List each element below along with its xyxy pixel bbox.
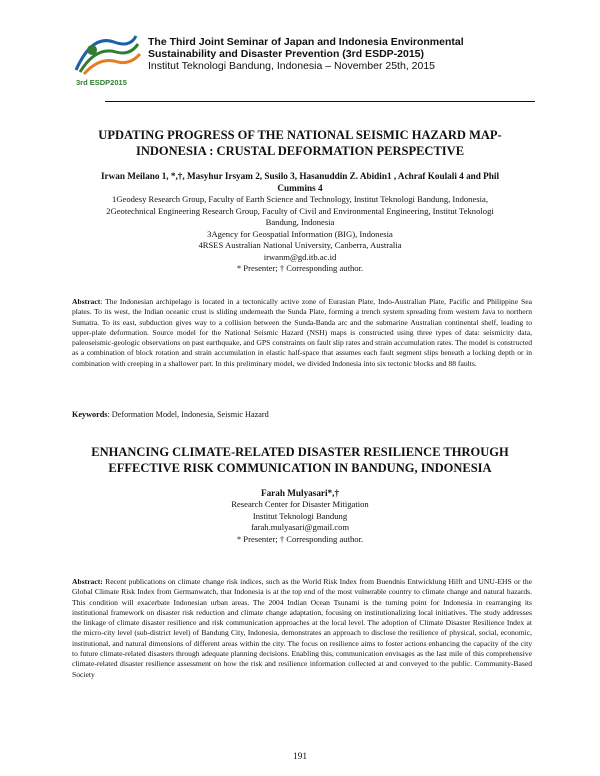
paper2-title-line1: ENHANCING CLIMATE-RELATED DISASTER RESILIENCE THROUGH — [91, 445, 509, 459]
paper2-title — [60, 444, 540, 476]
paper2-affiliation-1: Research Center for Disaster Mitigation — [231, 499, 369, 509]
paper1-affiliation-2-cont: Bandung, Indonesia — [265, 217, 335, 227]
esdp-logo — [70, 32, 145, 94]
conference-title-line2: Sustainability and Disaster Prevention (3rd ESDP-2015) — [148, 48, 425, 60]
paper1-email: irwanm@gd.itb.ac.id — [263, 251, 337, 262]
paper1-affiliation-2: 2Geotechnical Engineering Research Group, Faculty of Civil and Environmental Engineering, Institut Teknologi — [106, 205, 494, 216]
page-number: 191 — [292, 752, 308, 762]
paper1-abstract-text: : The Indonesian archipelago is located in a tectonically active zone of Eurasian Plate, Indo-Australian Plate, Pacific and Philippine Sea plates. To its west, the Indian oceanic crust is sliding underneath the Sunda Plate, forming a trench system spreading from western Java to northern Sumatra. To its east, subduction gives way to a collision between the Sunda-Banda arc and the submarine Australian continental shelf, leading to upper-plate deformation. Source model for the National Seismic Hazard (NSH) maps is constructed using three types of data: seismicity data, paleoseismic-geologic observations on past earthquake, and GPS constraints on fault slip rates and strain accumulation rates. The model is constructed as a combination of block rotation and strain accumulation in elastic half-space that assumes each fault segment slips beneath a locking depth or in combination with creeping in a shallower part. In this preliminary model, we divided Indonesia into six tectonic blocks and 88 faults. — [72, 297, 532, 368]
header-divider — [105, 101, 535, 102]
paper1-byline — [60, 170, 540, 275]
conference-venue-date: Institut Teknologi Bandung, Indonesia – November 25th, 2015 — [148, 60, 436, 72]
paper1-keywords-text: : Deformation Model, Indonesia, Seismic Hazard — [107, 410, 269, 419]
paper1-affiliation-3: 3Agency for Geospatial Information (BIG), Indonesia — [207, 228, 393, 239]
paper1-title-line2: INDONESIA : CRUSTAL DEFORMATION PERSPECTIVE — [135, 144, 465, 158]
conference-title-line1: The Third Joint Seminar of Japan and Indonesia Environmental — [148, 36, 464, 48]
paper2-author: Farah Mulyasari*,† — [260, 488, 340, 498]
paper2-abstract — [72, 577, 532, 680]
paper2-abstract-label: Abstract: — [72, 577, 103, 586]
paper1-title — [60, 127, 540, 159]
paper1-keywords — [72, 410, 532, 419]
paper2-byline — [60, 487, 540, 545]
paper2-affiliation-2: Institut Teknologi Bandung — [252, 510, 348, 521]
paper1-affiliation-1: 1Geodesy Research Group, Faculty of Earth Science and Technology, Institut Teknologi Bandung, Indonesia, — [112, 194, 488, 204]
logo-mark-icon — [70, 32, 145, 78]
paper1-presenter-note: * Presenter; † Corresponding author. — [236, 263, 364, 273]
conference-info — [148, 36, 548, 73]
paper1-abstract-label: Abstract — [72, 297, 101, 306]
paper2-title-line2: EFFECTIVE RISK COMMUNICATION IN BANDUNG, INDONESIA — [108, 461, 492, 475]
paper1-authors-line2: Cummins 4 — [277, 183, 323, 193]
paper1-keywords-label: Keywords — [72, 410, 108, 419]
paper1-authors-line1: Irwan Meilano 1, *,†, Masyhur Irsyam 2, Susilo 3, Hasanuddin Z. Abidin1 , Achraf Koulali 4 and Phil — [100, 171, 500, 181]
paper2-email: farah.mulyasari@gmail.com — [250, 522, 350, 532]
paper1-abstract — [72, 297, 532, 369]
paper2-presenter-note: * Presenter; † Corresponding author. — [236, 533, 364, 544]
conference-header — [70, 28, 540, 98]
paper1-affiliation-4: 4RSES Australian National University, Canberra, Australia — [198, 240, 402, 250]
paper2-abstract-text: Recent publications on climate change risk indices, such as the World Risk Index from Buendnis Entwicklung Hilft and UNU-EHS or the Global Climate Risk Index from Germanwatch, that Indonesia is at the top end of the most vulnerable country to climate change and natural hazards. This condition will exacerbate Indonesian urban areas. The 2004 Indian Ocean Tsunami is the turning point for Indonesia in rearranging its institutional framework on disaster risk reduction and climate change adaptation, focusing on institutionalizing local initiatives. The study addresses the linkage of climate disaster resilience and risk communication approaches at the local level. The adoption of Climate Disaster Resilience Index at the micro-city level (sub-district level) of Bandung City, Indonesia, demonstrates an approach to disclose the resilience of physical, social, economic, institutional, and natural dimensions of different areas within the city. The focus on resilience aims to foster actions enhancing the capacity of the city to future climate-related disasters through adequate planning decisions. Enabling this, communication envisages as the last mile of this comprehensive climate-related disaster resilience assessment on how the risk and resilience information collected at and conveyed to the public. Community-Based Society — [72, 577, 532, 679]
logo-text: 3rd ESDP2015 — [76, 78, 127, 87]
paper1-title-line1: UPDATING PROGRESS OF THE NATIONAL SEISMIC HAZARD MAP- — [98, 128, 502, 142]
